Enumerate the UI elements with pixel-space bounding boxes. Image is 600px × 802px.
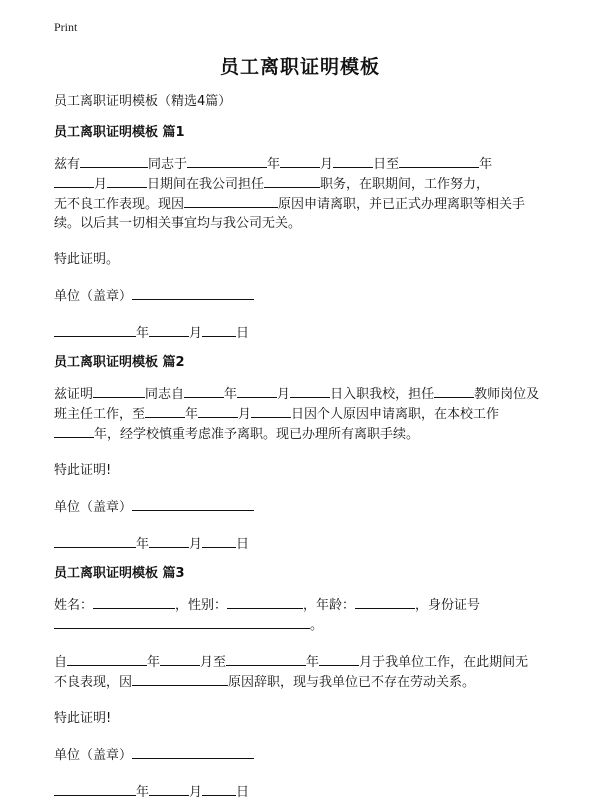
month-blank[interactable] bbox=[149, 782, 189, 796]
text: 兹有 bbox=[54, 157, 81, 172]
text: 日 bbox=[236, 785, 250, 800]
unit-seal-blank[interactable] bbox=[132, 497, 254, 511]
text: 年 bbox=[136, 326, 150, 341]
year-blank[interactable] bbox=[184, 384, 224, 398]
date-line bbox=[54, 534, 554, 554]
name-blank[interactable] bbox=[80, 154, 148, 168]
text: 日 bbox=[236, 537, 250, 552]
text: 月 bbox=[94, 177, 108, 192]
year-blank[interactable] bbox=[67, 652, 147, 666]
text: 不良表现，因 bbox=[54, 675, 133, 690]
text: 日期间在我公司担任 bbox=[147, 177, 265, 192]
text: 职务，在职期间，工作努力， bbox=[320, 177, 490, 192]
document-body bbox=[54, 92, 554, 802]
unit-seal-label: 单位（盖章） bbox=[54, 289, 133, 304]
text: 年，经学校慎重考虑准予离职。现已办理所有离职手续。 bbox=[94, 427, 420, 442]
age-blank[interactable] bbox=[355, 595, 415, 609]
year-blank[interactable] bbox=[399, 154, 479, 168]
unit-seal-label: 单位（盖章） bbox=[54, 500, 133, 515]
text: 原因辞职，现与我单位已不存在劳动关系。 bbox=[228, 675, 476, 690]
section-2 bbox=[54, 353, 554, 554]
day-blank[interactable] bbox=[107, 174, 147, 188]
certify-text: 特此证明! bbox=[54, 711, 112, 726]
section-heading: 员工离职证明模板 篇1 bbox=[54, 125, 185, 140]
text: ，身份证号 bbox=[415, 598, 481, 613]
text: 日 bbox=[236, 326, 250, 341]
text: 月 bbox=[277, 387, 291, 402]
year-blank[interactable] bbox=[54, 534, 136, 548]
day-blank[interactable] bbox=[333, 154, 373, 168]
certify-text: 特此证明。 bbox=[54, 252, 120, 267]
certify-text: 特此证明! bbox=[54, 463, 112, 478]
document-subtitle: 员工离职证明模板（精选4篇） bbox=[54, 94, 232, 109]
year-blank[interactable] bbox=[187, 154, 267, 168]
text: 同志自 bbox=[145, 387, 185, 402]
text: 年 bbox=[147, 655, 161, 670]
day-blank[interactable] bbox=[202, 782, 236, 796]
text: 。 bbox=[310, 618, 324, 633]
unit-seal-label: 单位（盖章） bbox=[54, 748, 133, 763]
text: 年 bbox=[185, 407, 199, 422]
text: 年 bbox=[136, 537, 150, 552]
page-title: 员工离职证明模板 bbox=[219, 56, 380, 78]
name-blank[interactable] bbox=[93, 595, 175, 609]
text: 月 bbox=[320, 157, 334, 172]
print-link[interactable]: Print bbox=[54, 20, 78, 34]
year-blank[interactable] bbox=[54, 323, 136, 337]
section-3 bbox=[54, 564, 554, 802]
day-blank[interactable] bbox=[202, 534, 236, 548]
text: 教师岗位及 bbox=[474, 387, 540, 402]
text: 年 bbox=[224, 387, 238, 402]
date-line bbox=[54, 782, 554, 802]
month-blank[interactable] bbox=[149, 323, 189, 337]
month-blank[interactable] bbox=[198, 404, 238, 418]
text: 日因个人原因申请离职，在本校工作 bbox=[291, 407, 500, 422]
text: 兹证明 bbox=[54, 387, 94, 402]
text: 年 bbox=[267, 157, 281, 172]
subject-blank[interactable] bbox=[434, 384, 474, 398]
unit-seal-blank[interactable] bbox=[132, 286, 254, 300]
text: 无不良工作表现。现因 bbox=[54, 197, 185, 212]
day-blank[interactable] bbox=[290, 384, 330, 398]
year-blank[interactable] bbox=[145, 404, 185, 418]
text: 年 bbox=[306, 655, 320, 670]
text: 续。以后其一切相关事宜均与我公司无关。 bbox=[54, 216, 302, 231]
month-blank[interactable] bbox=[160, 652, 200, 666]
text: 月 bbox=[189, 326, 203, 341]
section-3-paragraph-2 bbox=[54, 652, 554, 692]
text: ，性别： bbox=[175, 598, 228, 613]
section-3-paragraph-1 bbox=[54, 595, 554, 635]
name-blank[interactable] bbox=[93, 384, 145, 398]
text: 姓名： bbox=[54, 598, 94, 613]
text: 月于我单位工作，在此期间无 bbox=[359, 655, 529, 670]
years-blank[interactable] bbox=[54, 424, 94, 438]
text: 月至 bbox=[200, 655, 227, 670]
text: 自 bbox=[54, 655, 68, 670]
month-blank[interactable] bbox=[149, 534, 189, 548]
id-number-blank[interactable] bbox=[54, 615, 310, 629]
text: 班主任工作，至 bbox=[54, 407, 146, 422]
text: 原因申请离职，并已正式办理离职等相关手 bbox=[278, 197, 526, 212]
reason-blank[interactable] bbox=[132, 672, 228, 686]
text: 日至 bbox=[373, 157, 400, 172]
text: ，年龄： bbox=[303, 598, 356, 613]
month-blank[interactable] bbox=[319, 652, 359, 666]
year-blank[interactable] bbox=[54, 782, 136, 796]
section-heading: 员工离职证明模板 篇2 bbox=[54, 355, 185, 370]
section-1 bbox=[54, 123, 554, 343]
month-blank[interactable] bbox=[280, 154, 320, 168]
text: 日入职我校，担任 bbox=[330, 387, 435, 402]
day-blank[interactable] bbox=[202, 323, 236, 337]
text: 年 bbox=[136, 785, 150, 800]
text: 年 bbox=[479, 157, 493, 172]
text: 月 bbox=[238, 407, 252, 422]
position-blank[interactable] bbox=[264, 174, 320, 188]
month-blank[interactable] bbox=[237, 384, 277, 398]
text: 同志于 bbox=[148, 157, 188, 172]
section-2-paragraph bbox=[54, 384, 554, 444]
text: 月 bbox=[189, 785, 203, 800]
section-1-paragraph bbox=[54, 154, 554, 233]
day-blank[interactable] bbox=[251, 404, 291, 418]
month-blank[interactable] bbox=[54, 174, 94, 188]
unit-seal-blank[interactable] bbox=[132, 745, 254, 759]
section-heading: 员工离职证明模板 篇3 bbox=[54, 566, 185, 581]
text: 月 bbox=[189, 537, 203, 552]
gender-blank[interactable] bbox=[227, 595, 303, 609]
date-line bbox=[54, 323, 554, 343]
year-blank[interactable] bbox=[226, 652, 306, 666]
reason-blank[interactable] bbox=[184, 194, 278, 208]
